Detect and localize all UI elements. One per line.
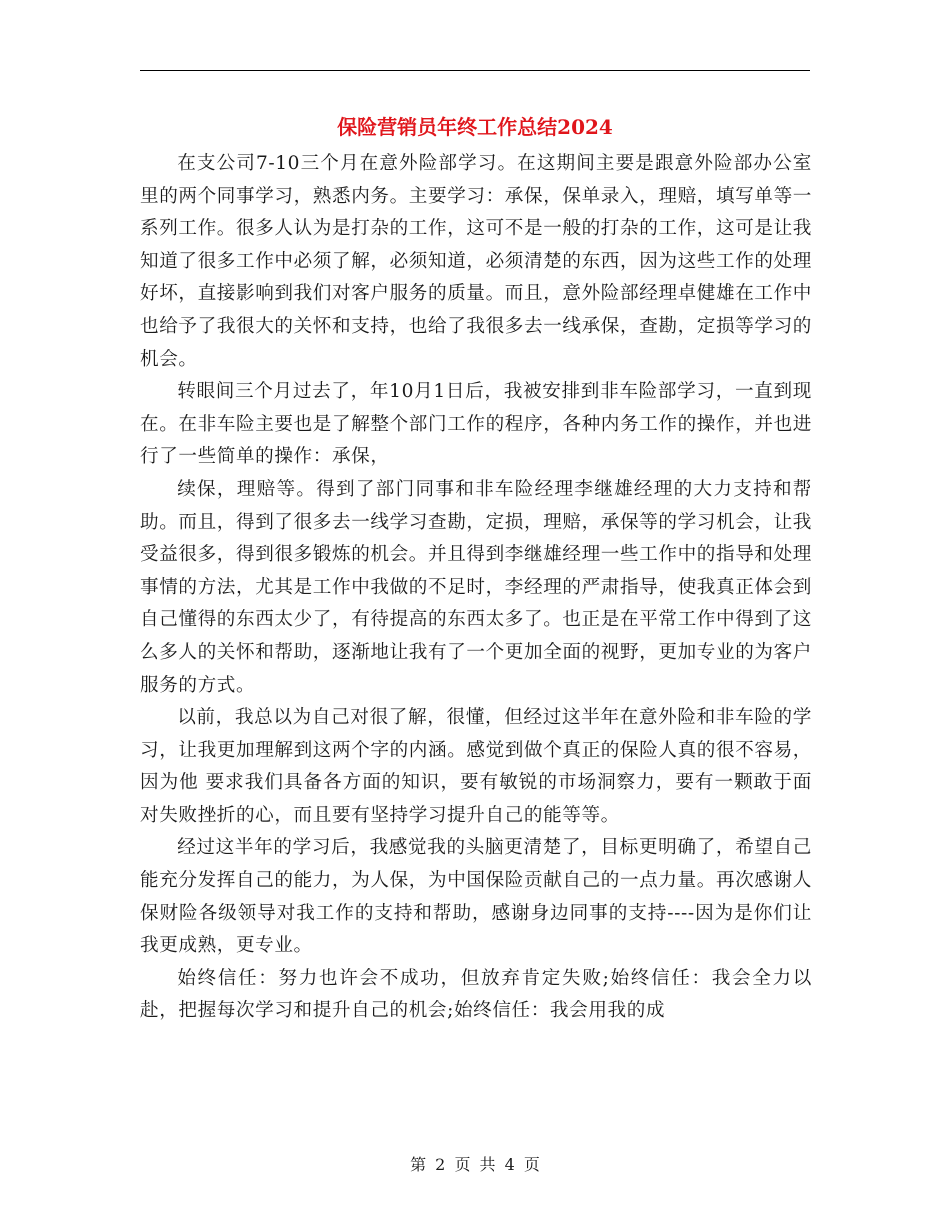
paragraph: 转眼间三个月过去了，年10月1日后，我被安排到非车险部学习，一直到现在。在非车险主要也是了解整个部门工作的程序，各种内务工作的操作，并也进行了一些简单的操作：承保， [140, 381, 812, 468]
paragraph: 续保，理赔等。得到了部门同事和非车险经理李继雄经理的大力支持和帮助。而且，得到了很多去一线学习查勘，定损，理赔，承保等的学习机会，让我受益很多，得到很多锻炼的机会。并且得到李继雄经理一些工作中的指导和处理事情的方法，尤其是工作中我做的不足时，李经理的严肃指导，使我真正体会到自己懂得的东西太少了，有待提高的东西太多了。也正是在平常工作中得到了这么多人的关怀和帮助，逐渐地让我有了一个更加全面的视野，更加专业的为客户服务的方式。 [140, 478, 812, 696]
paragraph: 以前，我总以为自己对很了解，很懂，但经过这半年在意外险和非车险的学习，让我更加理解到这两个字的内涵。感觉到做个真正的保险人真的很不容易，因为他 要求我们具备各方面的知识，要有敏锐的市场洞察力，要有一颗敢于面对失败挫折的心，而且要有坚持学习提升自己的能等等。 [140, 707, 812, 826]
document-title: 保险营销员年终工作总结2024 [337, 115, 613, 139]
page-number-footer: 第 2 页 共 4 页 [410, 1155, 540, 1174]
paragraph: 始终信任：努力也许会不成功，但放弃肯定失败;始终信任：我会全力以赴，把握每次学习和提升自己的机会;始终信任：我会用我的成 [140, 967, 812, 1022]
document-body [140, 148, 812, 1028]
paragraph: 在支公司7-10三个月在意外险部学习。在这期间主要是跟意外险部办公室里的两个同事学习，熟悉内务。主要学习：承保，保单录入，理赔，填写单等一系列工作。很多人认为是打杂的工作，这可不是一般的打杂的工作，这可是让我知道了很多工作中必须了解，必须知道，必须清楚的东西，因为这些工作的处理好坏，直接影响到我们对客户服务的质量。而且，意外险部经理卓健雄在工作中也给予了我很大的关怀和支持，也给了我很多去一线承保，查勘，定损等学习的机会。 [140, 153, 812, 370]
header-rule [140, 70, 810, 71]
paragraph: 经过这半年的学习后，我感觉我的头脑更清楚了，目标更明确了，希望自己能充分发挥自己的能力，为人保，为中国保险贡献自己的一点力量。再次感谢人保财险各级领导对我工作的支持和帮助，感谢身边同事的支持----因为是你们让我更成熟，更专业。 [140, 837, 812, 957]
